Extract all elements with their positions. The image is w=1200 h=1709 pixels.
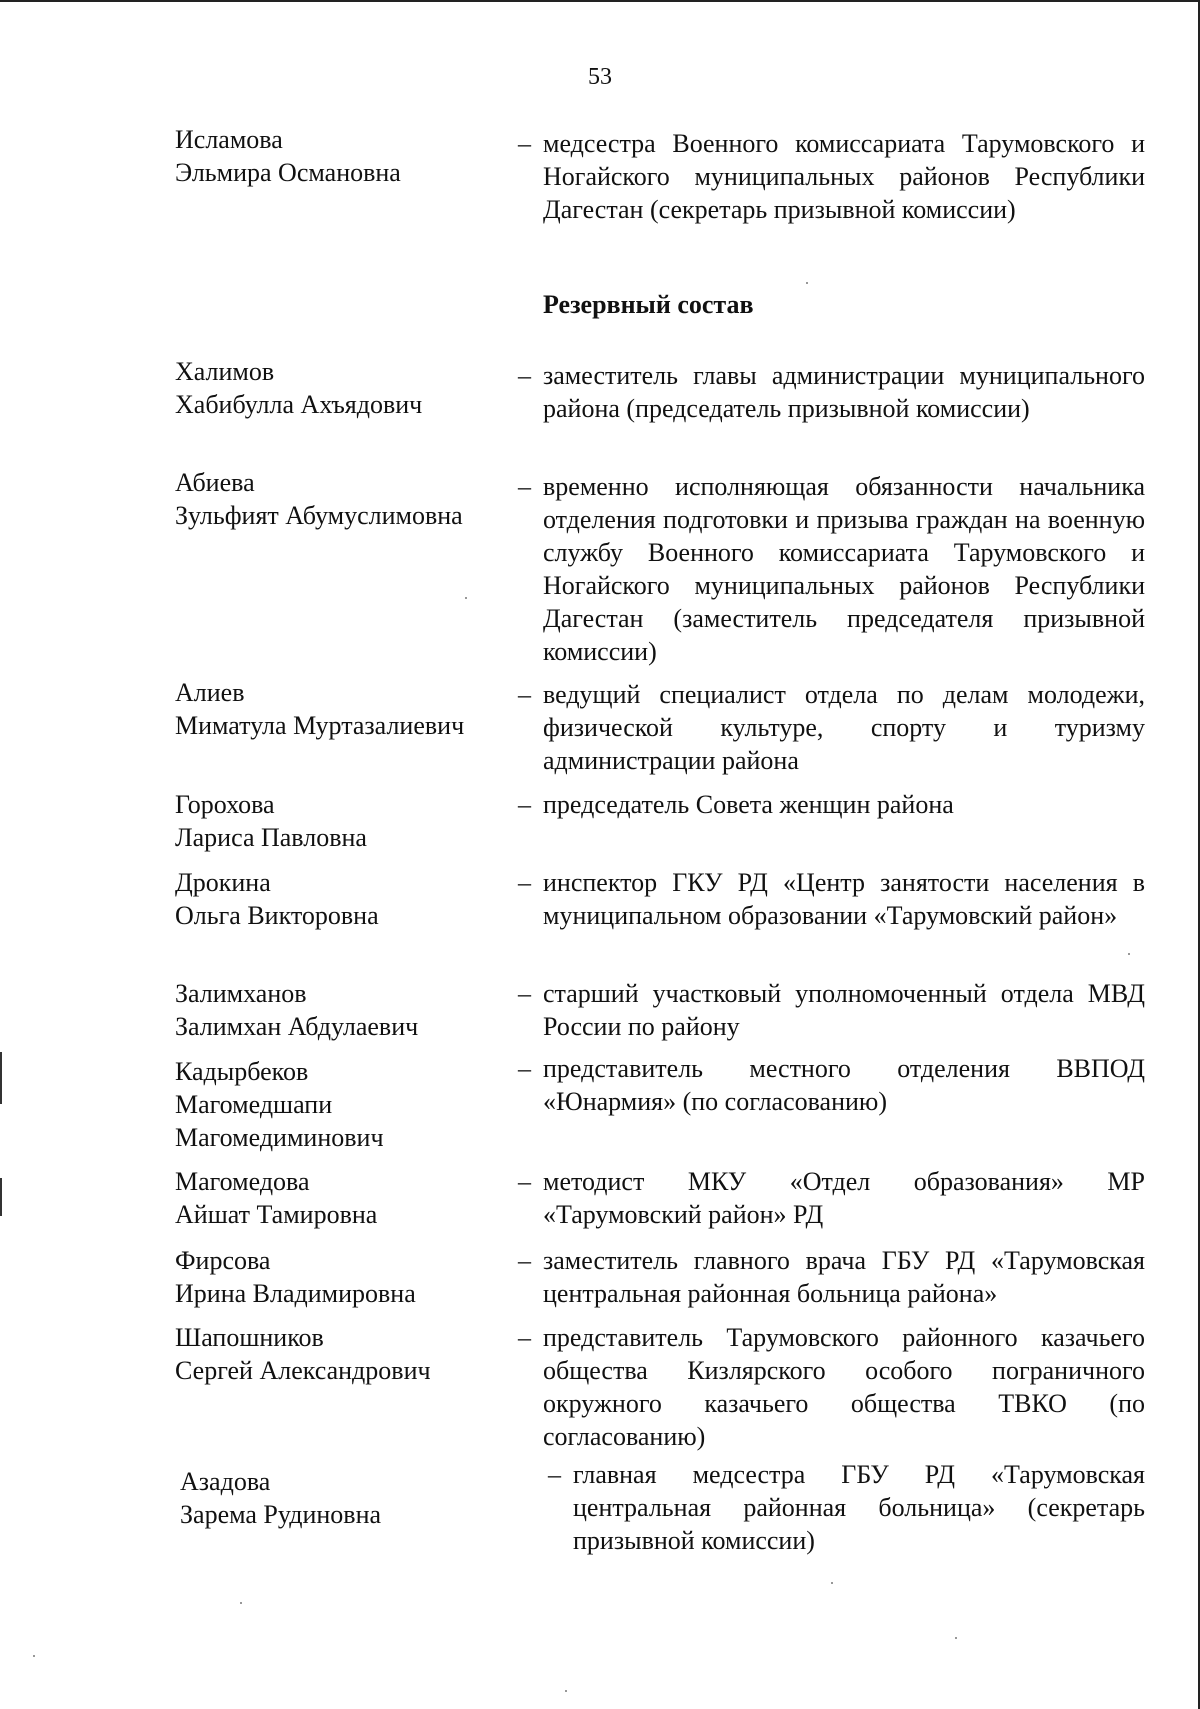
position-text: медсестра Военного комиссариата Тарумовского и Ногайского муниципальных районов Республики Дагестан (секретарь призывной комиссии) [543, 129, 1145, 224]
person-position [518, 470, 1145, 668]
dash: – [518, 979, 531, 1008]
name-line: Залимхан Абдулаевич [175, 1012, 419, 1041]
name-line: Хабибулла Ахъядович [175, 390, 423, 419]
dash: – [518, 1323, 531, 1352]
name-line: Исламова [175, 125, 283, 154]
person-name [175, 466, 515, 532]
position-text: методист МКУ «Отдел образования» МР «Тарумовский район» РД [543, 1167, 1145, 1229]
dash: – [518, 1246, 531, 1275]
name-line: Магомедиминович [175, 1123, 384, 1152]
scan-speck [806, 282, 808, 284]
name-line: Дрокина [175, 868, 271, 897]
dash: – [518, 1167, 531, 1196]
person-name [175, 788, 515, 854]
dash: – [518, 472, 531, 501]
name-line: Зульфият Абумуслимовна [175, 501, 463, 530]
name-line: Шапошников [175, 1323, 324, 1352]
name-line: Ирина Владимировна [175, 1279, 416, 1308]
position-text: представитель местного отделения ВВПОД «Юнармия» (по согласованию) [543, 1054, 1145, 1116]
name-line: Залимханов [175, 979, 307, 1008]
person-name [175, 1055, 515, 1154]
name-line: Азадова [180, 1467, 271, 1496]
page-number: 53 [588, 64, 612, 90]
person-position [518, 359, 1145, 425]
scan-speck [831, 1582, 833, 1584]
name-line: Сергей Александрович [175, 1356, 431, 1385]
person-name [175, 676, 515, 742]
name-line: Кадырбеков [175, 1057, 309, 1086]
dash: – [518, 1054, 531, 1083]
name-line: Зарема Рудиновна [180, 1500, 382, 1529]
dash: – [518, 361, 531, 390]
person-position [518, 127, 1145, 226]
position-text: заместитель главного врача ГБУ РД «Тарумовская центральная районная больница района» [543, 1246, 1145, 1308]
person-position [548, 1458, 1145, 1557]
person-name [180, 1465, 520, 1531]
person-name [175, 977, 515, 1043]
position-text: заместитель главы администрации муниципального района (председатель призывной комиссии) [543, 361, 1145, 423]
dash: – [518, 868, 531, 897]
position-text: инспектор ГКУ РД «Центр занятости населения в муниципальном образовании «Тарумовский район» [543, 868, 1145, 930]
name-line: Лариса Павловна [175, 823, 367, 852]
person-position [518, 1244, 1145, 1310]
person-position [518, 678, 1145, 777]
person-name [175, 1321, 515, 1387]
name-line: Айшат Тамировна [175, 1200, 378, 1229]
name-line: Алиев [175, 678, 245, 707]
person-position [518, 977, 1145, 1043]
name-line: Эльмира Османовна [175, 158, 401, 187]
dash: – [518, 680, 531, 709]
name-line: Горохова [175, 790, 275, 819]
position-text: временно исполняющая обязанности начальника отделения подготовки и призыва граждан на военную службу Военного комиссариата Тарумовского и Ногайского муниципальных районов Республики Дагестан (заместитель председателя призывной комиссии) [543, 472, 1145, 666]
person-position [518, 1052, 1145, 1118]
person-name [175, 1244, 515, 1310]
person-name [175, 866, 515, 932]
position-text: председатель Совета женщин района [543, 790, 954, 819]
position-text: старший участковый уполномоченный отдела МВД России по району [543, 979, 1145, 1041]
scan-edge-mark [0, 1178, 2, 1216]
dash: – [518, 790, 531, 819]
person-name [175, 1165, 515, 1231]
position-text: главная медсестра ГБУ РД «Тарумовская центральная районная больница» (секретарь призывной комиссии) [573, 1460, 1145, 1555]
scan-speck [465, 597, 467, 599]
name-line: Магомедова [175, 1167, 310, 1196]
scan-border-top [0, 0, 1200, 2]
person-name [175, 355, 515, 421]
dash: – [548, 1460, 561, 1489]
position-text: представитель Тарумовского районного казачьего общества Кизлярского особого пограничного окружного казачьего общества ТВКО (по согласованию) [543, 1323, 1145, 1451]
scan-speck [955, 1637, 957, 1639]
scan-edge-mark [0, 1052, 2, 1104]
name-line: Ольга Викторовна [175, 901, 379, 930]
scan-speck [565, 1690, 567, 1692]
dash: – [518, 129, 531, 158]
scan-speck [240, 1602, 242, 1604]
person-position [518, 1165, 1145, 1231]
name-line: Миматула Муртазалиевич [175, 711, 465, 740]
person-position [518, 1321, 1145, 1453]
name-line: Халимов [175, 357, 275, 386]
name-line: Абиева [175, 468, 255, 497]
person-position [518, 788, 1145, 821]
person-position [518, 866, 1145, 932]
scan-speck [33, 1655, 35, 1657]
section-title: Резервный состав [543, 290, 754, 319]
scan-speck [1128, 953, 1130, 955]
name-line: Фирсова [175, 1246, 271, 1275]
position-text: ведущий специалист отдела по делам молодежи, физической культуре, спорту и туризму администрации района [543, 680, 1145, 775]
person-name [175, 123, 515, 189]
name-line: Магомедшапи [175, 1090, 333, 1119]
